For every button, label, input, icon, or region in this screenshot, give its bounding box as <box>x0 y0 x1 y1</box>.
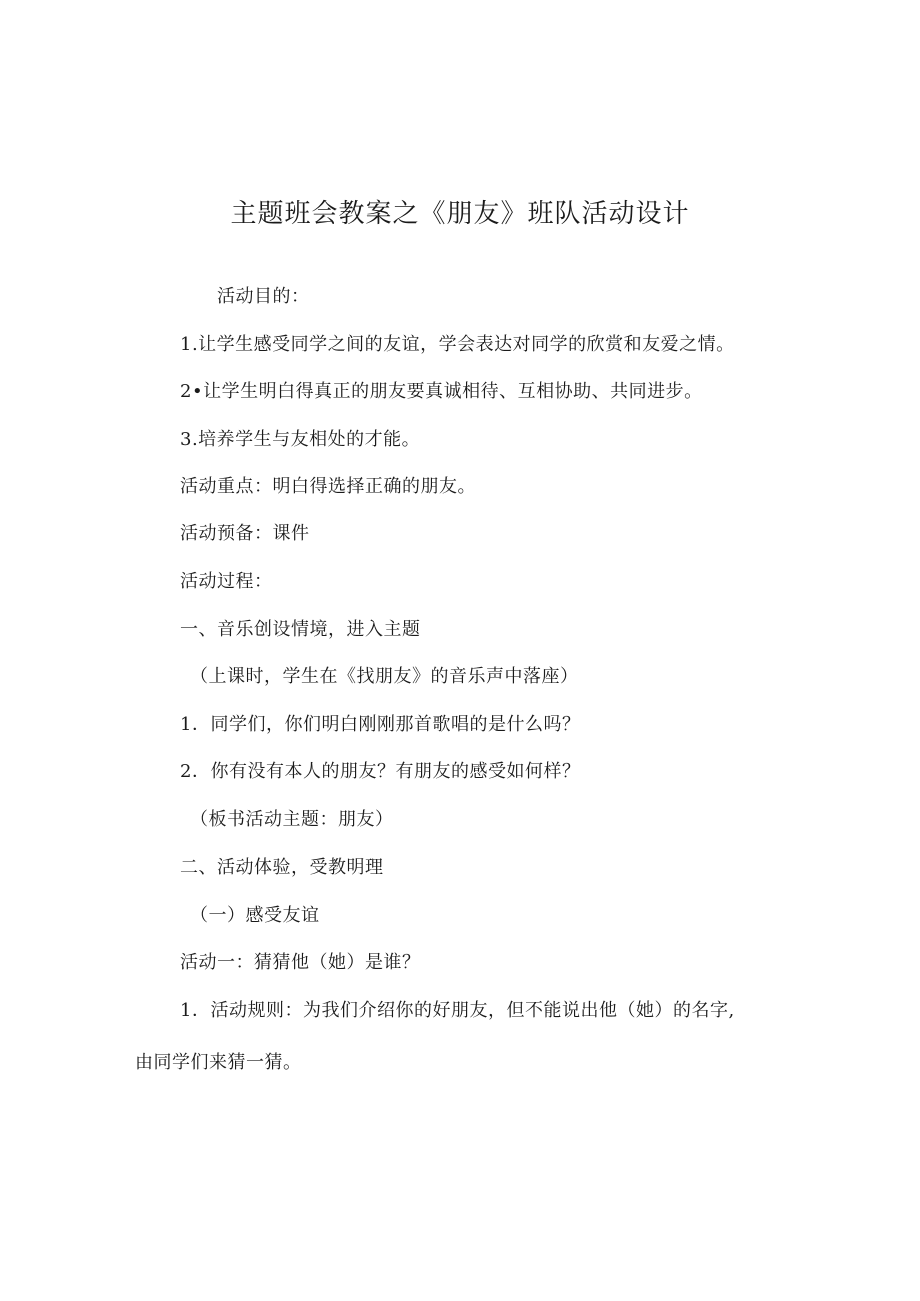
question-item-1: 1．同学们，你们明白刚刚那首歌唱的是什么吗？ <box>180 714 581 735</box>
part-two-heading: 二、活动体验，受教明理 <box>180 857 384 878</box>
preparation-line: 活动预备：课件 <box>180 523 310 544</box>
section-heading-process: 活动过程： <box>180 571 273 592</box>
activity-rule-line: 1．活动规则：为我们介绍你的好朋友，但不能说出他（她）的名字, <box>180 1000 735 1021</box>
key-point-line: 活动重点：明白得选择正确的朋友。 <box>180 476 476 497</box>
document-title: 主题班会教案之《朋友》班队活动设计 <box>230 199 690 229</box>
part-one-heading: 一、音乐创设情境，进入主题 <box>180 619 421 640</box>
board-note: （板书活动主题：朋友） <box>190 809 394 830</box>
goal-item-2: 2•让学生明白得真正的朋友要真诚相待、互相协助、共同进步。 <box>180 381 703 402</box>
goal-item-3: 3.培养学生与友相处的才能。 <box>180 429 421 450</box>
subsection-heading: （一）感受友谊 <box>190 905 320 926</box>
goal-item-1: 1.让学生感受同学之间的友谊，学会表达对同学的欣赏和友爱之情。 <box>180 334 735 355</box>
question-item-2: 2．你有没有本人的朋友？有朋友的感受如何样？ <box>180 761 581 782</box>
part-one-note: （上课时，学生在《找朋友》的音乐声中落座） <box>190 666 579 687</box>
activity-rule-continuation: 由同学们来猜一猜。 <box>135 1052 302 1073</box>
activity-one-heading: 活动一：猜猜他（她）是谁？ <box>180 952 421 973</box>
section-heading-goals: 活动目的： <box>217 286 310 307</box>
